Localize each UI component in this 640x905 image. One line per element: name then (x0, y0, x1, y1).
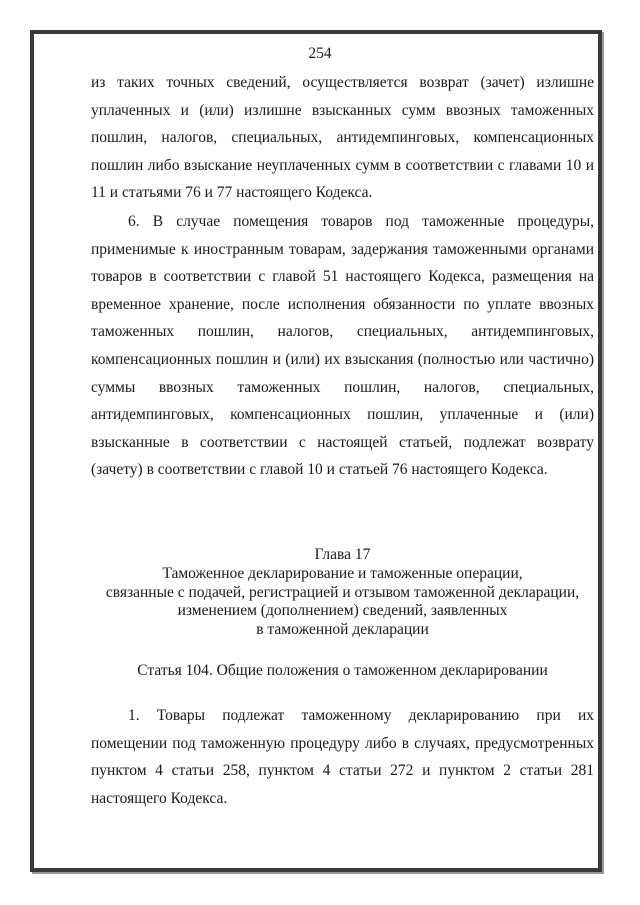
article-title: Статья 104. Общие положения о таможенном декларировании (137, 662, 548, 679)
chapter-heading (91, 546, 594, 640)
paragraph-item-1 (91, 702, 594, 812)
paragraph-item-6 (91, 208, 594, 484)
page-number: 254 (308, 45, 332, 62)
chapter-title-line: изменением (дополнением) сведений, заявленных (177, 602, 508, 620)
chapter-title-line: в таможенной декларации (256, 621, 429, 639)
paragraph-text: из таких точных сведений, осуществляется возврат (зачет) излишне уплаченных и (или) излишне взысканных сумм ввозных таможенных пошлин, налогов, специальных, антидемпинговых, компенсационных пошлин либо взыскание неуплаченных сумм в соответствии с главами 10 и 11 и статьями 76 и 77 настоящего Кодекса. (91, 74, 594, 202)
chapter-title-line: Таможенное декларирование и таможенные операции, (162, 564, 523, 582)
chapter-title-line: связанные с подачей, регистрацией и отзывом таможенной декларации, (105, 583, 580, 601)
paragraph-text: 1. Товары подлежат таможенному декларированию при их помещении под таможенную процедуру либо в случаях, предусмотренных пунктом 4 статьи 258, пунктом 4 статьи 272 и пунктом 2 статьи 281 настоящего Кодекса. (91, 707, 594, 807)
chapter-label: Глава 17 (314, 546, 371, 563)
paragraph-text: 6. В случае помещения товаров под таможенные процедуры, применимые к иностранным товарам, задержания таможенными органами товаров в соответствии с главой 51 настоящего Кодекса, размещения на временное хранение, после исполнения обязанности по уплате ввозных таможенных пошлин, налогов, специальных, антидемпинговых, компенсационных пошлин и (или) их взыскания (полностью или частично) суммы ввозных таможенных пошлин, налогов, специальных, антидемпинговых, компенсационных пошлин, уплаченные и (или) взысканные в соответствии с настоящей статьей, подлежат возврату (зачету) в соответствии с главой 10 и статьей 76 настоящего Кодекса. (91, 213, 594, 479)
continuation-paragraph (91, 69, 594, 207)
